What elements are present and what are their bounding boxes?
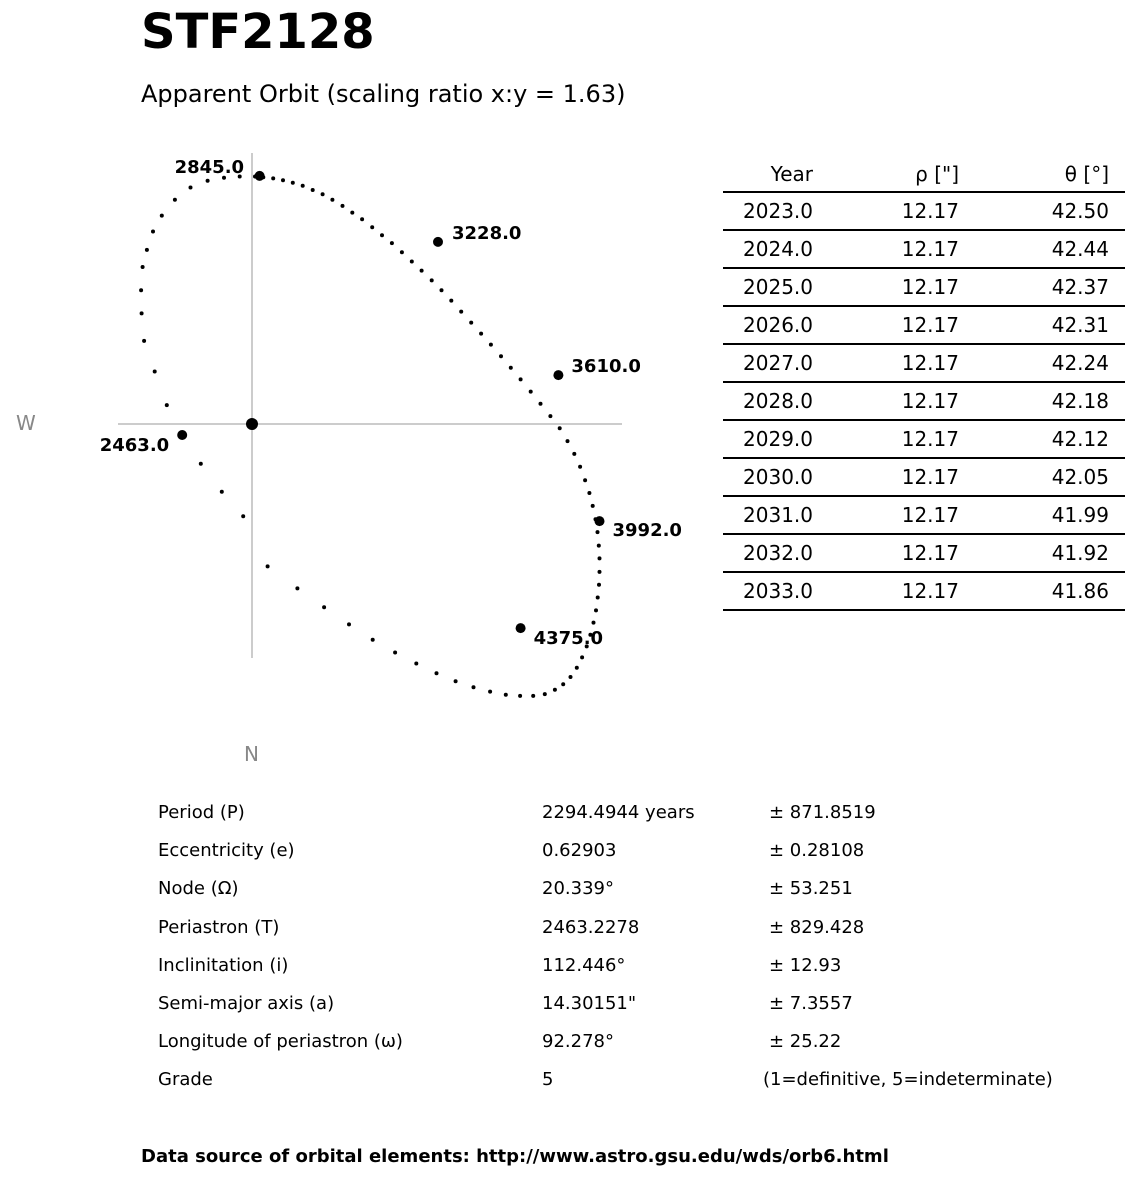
cell-year: 2029.0	[723, 420, 813, 458]
cell-theta: 42.18	[959, 382, 1109, 420]
orbit-dot	[206, 179, 210, 183]
element-error: (1=definitive, 5=indeterminate)	[763, 1069, 1053, 1091]
orbit-dot	[173, 198, 177, 202]
cell-rho: 12.17	[813, 192, 959, 230]
orbit-dot	[469, 321, 473, 325]
cell-pad	[1109, 306, 1125, 344]
cell-pad	[1109, 382, 1125, 420]
orbit-dot	[360, 217, 364, 221]
epoch-label: 3992.0	[612, 520, 682, 542]
cell-rho: 12.17	[813, 534, 959, 572]
orbit-dot	[548, 414, 552, 418]
orbit-dot	[160, 214, 164, 218]
orbit-dot	[583, 478, 587, 482]
cell-rho: 12.17	[813, 572, 959, 610]
cell-theta: 42.37	[959, 268, 1109, 306]
element-value: 20.339°	[542, 878, 614, 900]
orbit-dot	[141, 265, 145, 269]
orbit-dot	[271, 176, 275, 180]
west-label: W	[16, 411, 36, 435]
orbit-dot	[241, 514, 245, 518]
cell-pad	[1109, 230, 1125, 268]
cell-year: 2027.0	[723, 344, 813, 382]
orbit-dot	[499, 354, 503, 358]
cell-year: 2026.0	[723, 306, 813, 344]
cell-rho: 12.17	[813, 306, 959, 344]
epoch-marker	[177, 430, 187, 440]
cell-year: 2031.0	[723, 496, 813, 534]
orbit-dot	[518, 694, 522, 698]
cell-year: 2025.0	[723, 268, 813, 306]
element-name: Periastron (T)	[158, 916, 280, 938]
epoch-marker	[595, 516, 605, 526]
cell-year: 2032.0	[723, 534, 813, 572]
orbit-dot	[472, 685, 476, 689]
cell-theta: 42.50	[959, 192, 1109, 230]
orbit-dot	[459, 310, 463, 314]
orbit-dot	[420, 269, 424, 273]
cell-pad	[1109, 344, 1125, 382]
cell-theta: 41.99	[959, 496, 1109, 534]
orbit-dot	[350, 211, 354, 215]
orbit-dot	[575, 666, 579, 670]
orbit-dot	[489, 343, 493, 347]
cell-theta: 42.24	[959, 344, 1109, 382]
epoch-marker	[433, 237, 443, 247]
orbit-dot	[435, 671, 439, 675]
orbit-dot	[479, 332, 483, 336]
orbit-dot	[531, 694, 535, 698]
epoch-label: 2845.0	[174, 156, 245, 178]
orbit-dot	[509, 366, 513, 370]
cell-pad	[1109, 534, 1125, 572]
orbit-dot	[301, 184, 305, 188]
element-name: Grade	[158, 1069, 213, 1091]
orbit-dot	[380, 233, 384, 237]
epoch-label: 2463.0	[99, 435, 170, 456]
table-row	[723, 382, 1125, 420]
orbit-dot	[153, 370, 157, 374]
element-name: Node (Ω)	[158, 878, 239, 900]
element-value: 2294.4944 years	[542, 802, 695, 823]
element-error: ± 829.428	[769, 916, 865, 938]
epoch-marker	[516, 623, 526, 633]
element-name: Eccentricity (e)	[158, 840, 295, 862]
header-pad	[1109, 156, 1125, 192]
element-value: 92.278°	[542, 1031, 614, 1053]
orbit-dot	[572, 452, 576, 456]
header-year: Year	[723, 156, 813, 192]
orbit-dot	[596, 530, 600, 534]
element-error: ± 0.28108	[769, 840, 865, 862]
orbit-dot	[449, 299, 453, 303]
cell-year: 2028.0	[723, 382, 813, 420]
orbit-dot	[347, 622, 351, 626]
cell-rho: 12.17	[813, 344, 959, 382]
orbit-dot	[341, 204, 345, 208]
cell-rho: 12.17	[813, 420, 959, 458]
cell-rho: 12.17	[813, 382, 959, 420]
cell-year: 2033.0	[723, 572, 813, 610]
chart-subtitle: Apparent Orbit (scaling ratio x:y = 1.63)	[141, 80, 626, 108]
cell-pad	[1109, 192, 1125, 230]
epoch-marker	[255, 171, 265, 181]
orbit-dot	[393, 651, 397, 655]
cell-year: 2023.0	[723, 192, 813, 230]
orbit-dot	[569, 675, 573, 679]
orbit-dot	[311, 188, 315, 192]
element-name: Inclinitation (i)	[158, 954, 289, 976]
epoch-label: 3228.0	[452, 222, 522, 244]
data-source-note: Data source of orbital elements: http://www.astro.gsu.edu/wds/orb6.html	[141, 1146, 889, 1167]
orbit-dot	[566, 439, 570, 443]
orbit-dot	[142, 339, 146, 343]
orbit-dot	[322, 605, 326, 609]
orbit-dot	[266, 564, 270, 568]
ephemeris-header-row	[723, 156, 1125, 192]
element-value: 2463.2278	[542, 916, 640, 938]
primary-star	[246, 418, 258, 430]
orbit-dot	[414, 662, 418, 666]
orbit-dot	[371, 638, 375, 642]
north-label: N	[244, 742, 259, 766]
orbit-dot	[295, 586, 299, 590]
epoch-marker	[553, 370, 563, 380]
orbit-dot	[454, 679, 458, 683]
orbit-dot	[151, 230, 155, 234]
orbit-dot	[561, 682, 565, 686]
table-row	[723, 192, 1125, 230]
header-theta: θ [°]	[959, 156, 1109, 192]
element-value: 0.62903	[542, 840, 617, 862]
element-error: ± 12.93	[769, 954, 842, 976]
orbit-dot	[539, 402, 543, 406]
orbit-dot	[488, 690, 492, 694]
epoch-label: 4375.0	[533, 628, 604, 650]
header-rho: ρ ["]	[813, 156, 959, 192]
orbit-dot	[400, 250, 404, 254]
element-name: Semi-major axis (a)	[158, 992, 335, 1014]
orbit-dot	[430, 278, 434, 282]
element-value: 112.446°	[542, 954, 626, 976]
orbit-dot	[504, 693, 508, 697]
orbit-dot	[594, 608, 598, 612]
orbit-dot	[580, 655, 584, 659]
cell-rho: 12.17	[813, 496, 959, 534]
element-error: ± 25.22	[769, 1031, 842, 1053]
orbit-dot	[390, 241, 394, 245]
orbit-dot	[587, 491, 591, 495]
table-row	[723, 420, 1125, 458]
cell-pad	[1109, 268, 1125, 306]
table-row	[723, 458, 1125, 496]
orbit-dot	[330, 198, 334, 202]
cell-theta: 42.44	[959, 230, 1109, 268]
orbit-dot	[591, 504, 595, 508]
orbit-dot	[596, 596, 600, 600]
orbit-plot	[0, 0, 720, 780]
orbit-dot	[592, 621, 596, 625]
marked-epochs	[100, 157, 682, 649]
orbit-dot	[558, 426, 562, 430]
orbit-dot	[189, 186, 193, 190]
cell-theta: 42.31	[959, 306, 1109, 344]
orbit-dot	[145, 248, 149, 252]
cell-year: 2024.0	[723, 230, 813, 268]
orbit-dot	[543, 692, 547, 696]
cell-pad	[1109, 496, 1125, 534]
table-row	[723, 306, 1125, 344]
table-row	[723, 572, 1125, 610]
orbit-dot	[321, 192, 325, 196]
cell-pad	[1109, 458, 1125, 496]
ephemeris-body	[723, 192, 1125, 610]
cell-year: 2030.0	[723, 458, 813, 496]
orbit-dot	[281, 178, 285, 182]
epoch-label: 3610.0	[571, 356, 641, 378]
cell-pad	[1109, 420, 1125, 458]
orbit-dot	[140, 311, 144, 315]
element-value: 14.30151"	[542, 992, 637, 1014]
ephemeris-table	[723, 156, 1125, 611]
element-error: ± 53.251	[769, 878, 853, 900]
cell-rho: 12.17	[813, 458, 959, 496]
orbit-dot	[597, 544, 601, 548]
table-row	[723, 534, 1125, 572]
orbit-dot	[410, 260, 414, 264]
orbit-dot	[529, 390, 533, 394]
cell-theta: 41.92	[959, 534, 1109, 572]
orbit-dot	[370, 225, 374, 229]
element-error: ± 871.8519	[769, 802, 876, 823]
table-row	[723, 496, 1125, 534]
orbit-dot	[139, 288, 143, 292]
orbit-dots	[139, 175, 604, 698]
orbit-dot	[553, 688, 557, 692]
orbit-dot	[291, 181, 295, 185]
orbit-dot	[519, 377, 523, 381]
orbit-dot	[440, 288, 444, 292]
element-error: ± 7.3557	[769, 992, 853, 1014]
orbit-dot	[165, 403, 169, 407]
page-title: STF2128	[141, 4, 375, 60]
orbit-dot	[578, 465, 582, 469]
element-name: Longitude of periastron (ω)	[158, 1031, 403, 1053]
orbit-dot	[220, 490, 224, 494]
orbit-dot	[598, 570, 602, 574]
table-row	[723, 268, 1125, 306]
cell-theta: 41.86	[959, 572, 1109, 610]
cell-pad	[1109, 572, 1125, 610]
cell-theta: 42.05	[959, 458, 1109, 496]
element-name: Period (P)	[158, 802, 245, 823]
cell-rho: 12.17	[813, 268, 959, 306]
element-value: 5	[542, 1069, 554, 1091]
orbit-dot	[199, 462, 203, 466]
cell-theta: 42.12	[959, 420, 1109, 458]
table-row	[723, 230, 1125, 268]
table-row	[723, 344, 1125, 382]
orbit-dot	[597, 583, 601, 587]
cell-rho: 12.17	[813, 230, 959, 268]
orbit-dot	[598, 556, 602, 560]
